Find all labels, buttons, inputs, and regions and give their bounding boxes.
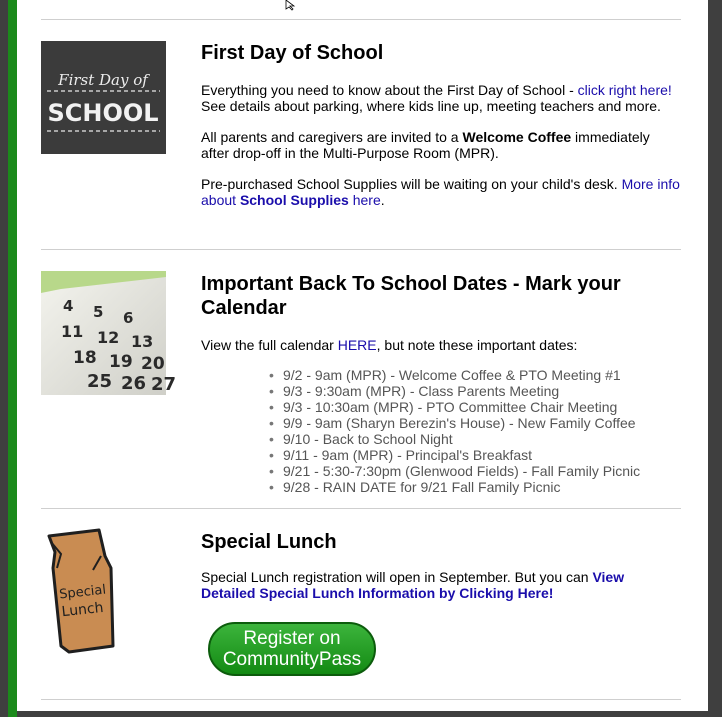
section-dates (201, 272, 681, 495)
button-line2: CommunityPass (222, 649, 362, 670)
cal-num: 13 (131, 332, 154, 351)
chalkboard-line2: SCHOOL (47, 99, 159, 127)
first-day-paragraph (201, 82, 681, 114)
text: Special Lunch registration will open in September. But you can (201, 569, 593, 585)
list-item: • 9/11 - 9am (MPR) - Principal's Breakfast (269, 447, 681, 463)
welcome-coffee-paragraph (201, 129, 681, 161)
divider (41, 699, 681, 700)
text: View the full calendar (201, 337, 338, 353)
text: Everything you need to know about the First Day of School - (201, 82, 578, 98)
calendar-intro (201, 337, 681, 353)
calendar-svg (41, 271, 177, 395)
cal-num: 5 (93, 303, 104, 321)
cal-num: 27 (151, 374, 177, 395)
cal-num: 26 (121, 373, 147, 394)
text: Pre-purchased School Supplies will be waiting on your child's desk. (201, 176, 622, 192)
school-supplies-paragraph (201, 176, 681, 208)
link-text: More info about (201, 176, 680, 208)
special-lunch-info-link[interactable]: View Detailed Special Lunch Information by Clicking Here! (201, 569, 625, 601)
important-dates-list (269, 367, 681, 495)
left-accent-bar (8, 0, 17, 717)
button-line1: Register on (243, 628, 341, 649)
first-day-link[interactable]: click right here! (577, 82, 672, 98)
cal-num: 6 (123, 309, 134, 327)
cal-num: 20 (141, 354, 165, 374)
list-item: • 9/3 - 9:30am (MPR) - Class Parents Meeting (269, 383, 681, 399)
cal-num: 4 (63, 297, 74, 315)
link-text: here (348, 192, 381, 208)
text: , but note these important dates: (376, 337, 578, 353)
text: See details about parking, where kids line up, meeting teachers and more. (201, 98, 661, 114)
divider (41, 249, 681, 250)
section-title-first-day: First Day of School (201, 42, 384, 64)
list-item: • 9/9 - 9am (Sharyn Berezin's House) - New Family Coffee (269, 415, 681, 431)
first-day-chalkboard-image (41, 41, 166, 154)
cal-num: 18 (73, 348, 97, 368)
section-special-lunch (201, 530, 681, 601)
list-item: • 9/21 - 5:30-7:30pm (Glenwood Fields) - Fall Family Picnic (269, 463, 681, 479)
text: immediately after drop-off in the Multi-Purpose Room (MPR). (201, 129, 650, 161)
calendar-image (41, 271, 177, 395)
cal-num: 25 (87, 371, 113, 392)
chalkboard-svg (41, 41, 166, 154)
cal-num: 19 (109, 352, 133, 372)
list-item: • 9/3 - 10:30am (MPR) - PTO Committee Chair Meeting (269, 399, 681, 415)
calendar-here-link[interactable]: HERE (337, 337, 377, 353)
list-item: • 9/28 - RAIN DATE for 9/21 Fall Family Picnic (269, 479, 681, 495)
mouse-cursor-icon (286, 0, 296, 10)
newsletter-page (17, 0, 708, 711)
divider (41, 19, 681, 20)
list-item: • 9/10 - Back to School Night (269, 431, 681, 447)
window-edge (708, 0, 722, 717)
section-first-day (201, 41, 681, 208)
special-lunch-paragraph (201, 569, 681, 601)
section-title-dates: Important Back To School Dates - Mark your Calendar (201, 273, 621, 319)
chalkboard-line1: First Day of (58, 71, 148, 89)
text: . (380, 192, 385, 208)
divider (41, 508, 681, 509)
lunch-bag-svg (41, 528, 166, 654)
welcome-coffee-bold: Welcome Coffee (462, 129, 572, 145)
bag-label-line1: Special (58, 582, 107, 603)
bag-label-line2: Lunch (60, 599, 105, 621)
lunch-bag-image (41, 528, 166, 654)
text: All parents and caregivers are invited to a (201, 129, 463, 145)
section-title-lunch: Special Lunch (201, 531, 337, 553)
register-communitypass-button[interactable] (208, 622, 376, 676)
list-item: • 9/2 - 9am (MPR) - Welcome Coffee & PTO Meeting #1 (269, 367, 681, 383)
cal-num: 11 (61, 322, 84, 341)
link-text-bold: School Supplies (239, 192, 349, 208)
cal-num: 12 (97, 328, 120, 347)
